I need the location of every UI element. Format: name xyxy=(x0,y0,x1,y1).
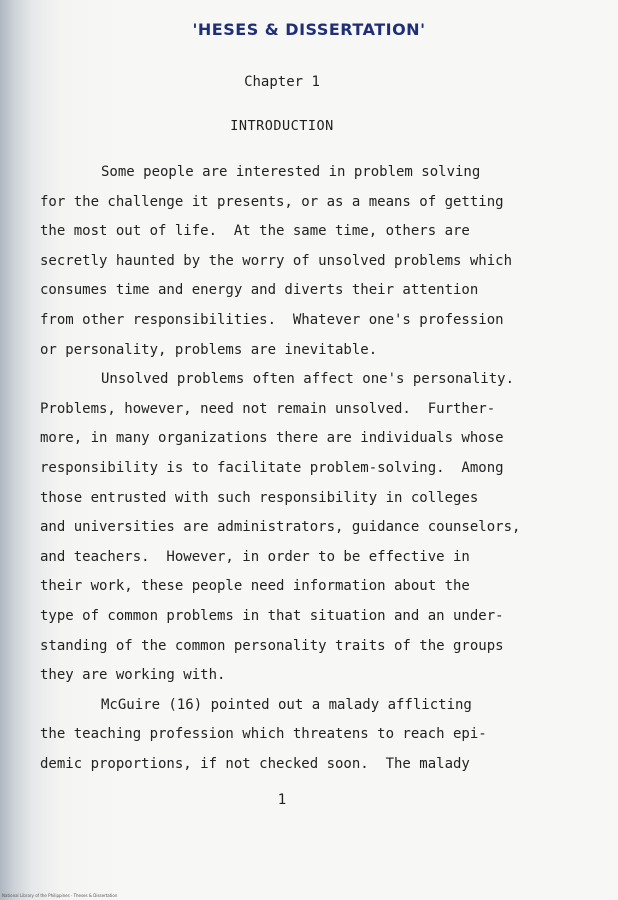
library-footer: National Library of the Philippines · Theses & Dissertation xyxy=(2,893,118,898)
text-line: consumes time and energy and diverts their attention xyxy=(40,282,479,299)
text-line: for the challenge it presents, or as a means of getting xyxy=(40,193,504,210)
text-line: the teaching profession which threatens to reach epi- xyxy=(40,726,487,743)
text-line: or personality, problems are inevitable. xyxy=(40,341,378,358)
text-line: responsibility is to facilitate problem-solving. Among xyxy=(40,459,504,476)
text-line: and universities are administrators, guidance counselors, xyxy=(40,519,521,536)
text-line: their work, these people need information about the xyxy=(40,578,470,595)
text-line: standing of the common personality traits of the groups xyxy=(40,637,504,654)
text-line: McGuire (16) pointed out a malady afflicting xyxy=(101,696,472,713)
text-line: the most out of life. At the same time, others are xyxy=(40,223,470,240)
text-line: more, in many organizations there are individuals whose xyxy=(40,430,504,447)
text-line: from other responsibilities. Whatever one's profession xyxy=(40,311,504,328)
text-line: demic proportions, if not checked soon. The malady xyxy=(40,755,470,772)
body-text xyxy=(40,158,560,779)
section-heading: INTRODUCTION xyxy=(230,118,334,134)
theses-dissertation-stamp: 'HESES & DISSERTATION' xyxy=(192,20,426,39)
text-line: Problems, however, need not remain unsolved. Further- xyxy=(40,400,496,417)
text-line: type of common problems in that situation and an under- xyxy=(40,607,504,624)
text-line: those entrusted with such responsibility in colleges xyxy=(40,489,479,506)
chapter-label: Chapter 1 xyxy=(244,74,320,90)
page-number: 1 xyxy=(277,792,287,808)
text-line: Some people are interested in problem solving xyxy=(101,164,481,180)
text-line: secretly haunted by the worry of unsolved problems which xyxy=(40,252,513,269)
text-line: Unsolved problems often affect one's personality. xyxy=(101,371,515,388)
text-line: they are working with. xyxy=(40,667,226,684)
text-line: and teachers. However, in order to be effective in xyxy=(40,548,470,565)
